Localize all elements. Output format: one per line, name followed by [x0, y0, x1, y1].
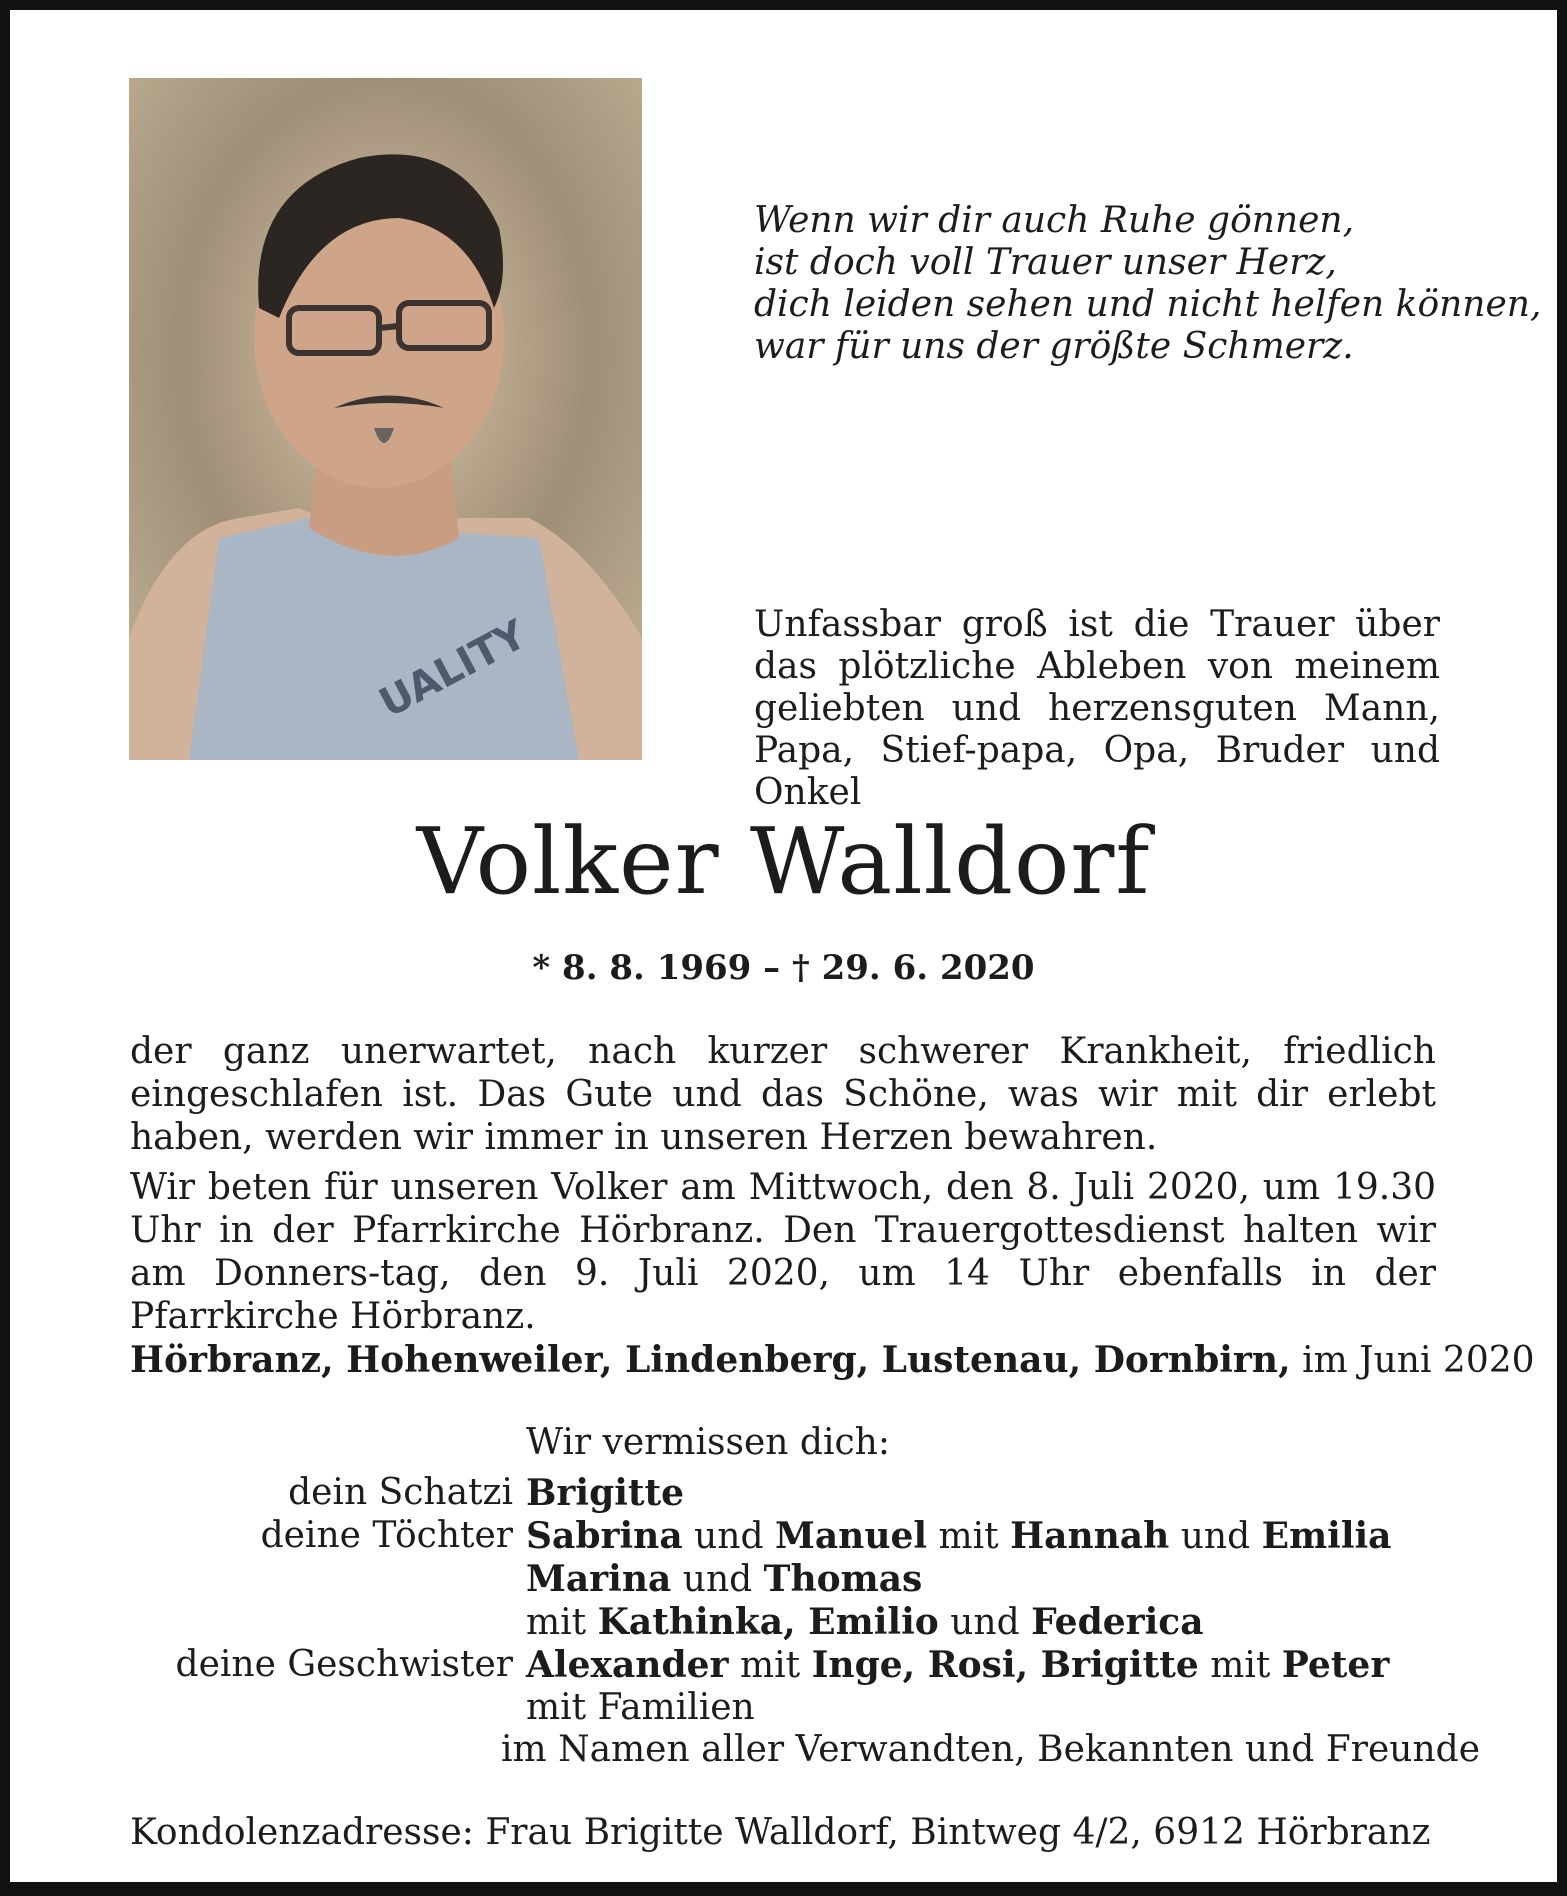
family-row	[130, 1472, 1480, 1515]
poem-line: Wenn wir dir auch Ruhe gönnen,	[754, 200, 1355, 241]
family-name: Hannah	[1010, 1515, 1170, 1557]
family-role-empty	[130, 1687, 526, 1729]
condolence-address: Kondolenzadresse: Frau Brigitte Walldorf, Bintweg 4/2, 6912 Hörbranz	[130, 1812, 1431, 1853]
intro-text: Unfassbar groß ist die Trauer über das plötzliche Ableben von meinem geliebten und herzensguten Mann, Papa, Stief-papa, Opa, Bruder und Onkel	[754, 604, 1440, 813]
family-row	[130, 1729, 1480, 1771]
family-list	[130, 1472, 1480, 1771]
family-row	[130, 1601, 1480, 1644]
family-name: Sabrina	[526, 1515, 683, 1557]
family-names	[526, 1644, 1480, 1687]
family-line: im Namen aller Verwandten, Bekannten und Freunde	[500, 1729, 1480, 1770]
family-name: Manuel	[774, 1515, 928, 1557]
family-name: Emilia	[1261, 1515, 1392, 1557]
family-connector: und	[1180, 1516, 1251, 1557]
portrait-photo	[129, 78, 642, 760]
family-role: deine Geschwister	[175, 1644, 513, 1685]
family-names	[526, 1472, 1480, 1515]
family-role-empty	[130, 1729, 501, 1771]
poem-line: war für uns der größte Schmerz.	[754, 326, 1354, 367]
body-paragraph-1: der ganz unerwartet, nach kurzer schwerer Krankheit, friedlich eingeschlafen ist. Das Gute und das Schöne, was wir mit dir erlebt haben, werden wir immer in unseren Herzen bewahren.	[130, 1031, 1436, 1158]
life-dates: * 8. 8. 1969 – † 29. 6. 2020	[532, 948, 1035, 988]
family-row	[130, 1515, 1480, 1558]
family-name: Peter	[1281, 1644, 1390, 1686]
poem-line: dich leiden sehen und nicht helfen können,	[754, 284, 1542, 325]
family-name: Thomas	[763, 1558, 923, 1600]
family-role: deine Töchter	[260, 1515, 513, 1556]
family-connector: mit	[1210, 1645, 1271, 1686]
family-names	[526, 1515, 1480, 1558]
family-name: Alexander	[526, 1644, 729, 1686]
family-connector: mit	[526, 1602, 587, 1643]
svg-text:UALITY: UALITY	[372, 611, 534, 727]
family-name: Brigitte	[526, 1472, 685, 1514]
poem-line: ist doch voll Trauer unser Herz,	[754, 242, 1337, 283]
family-name: Kathinka, Emilio	[597, 1601, 939, 1643]
body-paragraph-2: Wir beten für unseren Volker am Mittwoch, den 8. Juli 2020, um 19.30 Uhr in der Pfarrkirche Hörbranz. Den Trauergottesdienst halten wir am Donners-tag, den 9. Juli 2020, um 14 Uhr ebenfalls in der Pfarrkirche Hörbranz.	[130, 1167, 1436, 1337]
places-line	[130, 1339, 1535, 1382]
family-connector: und	[694, 1516, 764, 1557]
family-row	[130, 1687, 1480, 1729]
poem	[754, 200, 1542, 368]
deceased-name: Volker Walldorf	[416, 808, 1151, 915]
places-date: im Juni 2020	[1302, 1340, 1535, 1381]
family-name: Inge, Rosi, Brigitte	[811, 1644, 1199, 1686]
family-row	[130, 1558, 1480, 1601]
family-row	[130, 1644, 1480, 1687]
family-connector: und	[950, 1602, 1020, 1643]
family-connector: und	[682, 1559, 753, 1600]
family-connector: mit	[938, 1516, 999, 1557]
family-role-empty	[130, 1601, 526, 1644]
family-role-empty	[130, 1558, 526, 1601]
family-connector: mit	[739, 1645, 801, 1686]
family-names	[526, 1601, 1480, 1644]
family-line: mit Familien	[526, 1687, 755, 1728]
family-name: Marina	[526, 1558, 672, 1600]
family-role: dein Schatzi	[288, 1472, 513, 1513]
miss-heading: Wir vermissen dich:	[526, 1422, 890, 1463]
portrait-illustration	[129, 78, 642, 760]
family-name: Federica	[1031, 1601, 1204, 1643]
family-names	[526, 1558, 1480, 1601]
places-towns: Hörbranz, Hohenweiler, Lindenberg, Lustenau, Dornbirn,	[130, 1339, 1291, 1381]
